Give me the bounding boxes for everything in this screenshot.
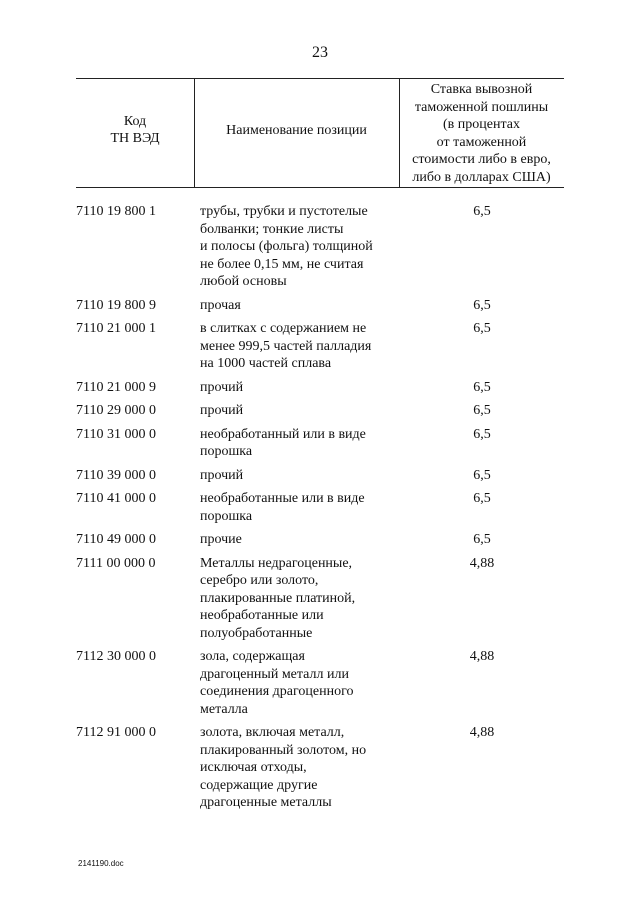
row-code: 7112 30 000 0 [76, 649, 156, 664]
page-number: 23 [312, 44, 328, 61]
row-name: прочий [200, 403, 244, 418]
row-code: 7110 41 000 0 [76, 491, 156, 506]
row-rate: 6,5 [473, 297, 491, 313]
table-row [76, 426, 564, 461]
row-name: необработанный или в виде порошка [200, 426, 366, 459]
row-name: прочая [200, 297, 241, 313]
row-name: Металлы недрагоценные, серебро или золото, плакированные платиной, необработанные или полуобработанные [200, 555, 356, 641]
table-body [76, 203, 564, 818]
row-code: 7110 31 000 0 [76, 426, 156, 442]
table-row [76, 648, 564, 718]
row-name: прочий [200, 379, 244, 395]
row-rate: 6,5 [473, 379, 491, 395]
table-row [76, 555, 564, 643]
row-name: зола, содержащая драгоценный металл или соединения драгоценного металла [200, 649, 354, 717]
header-code: Код ТН ВЭД [110, 114, 160, 146]
file-name: 2141190.doc [78, 859, 124, 868]
row-rate: 6,5 [473, 204, 491, 219]
row-name: золота, включая металл, плакированный золотом, но исключая отходы, содержащие другие драгоценные металлы [200, 725, 367, 810]
table-row [76, 490, 564, 525]
row-code: 7110 19 800 9 [76, 297, 156, 313]
row-rate: 6,5 [473, 491, 491, 506]
row-code: 7110 21 000 1 [76, 321, 156, 336]
row-code: 7112 91 000 0 [76, 725, 156, 740]
row-name: прочие [200, 532, 242, 547]
row-name: трубы, трубки и пустотелые болванки; тонкие листы и полосы (фольга) толщиной не более 0,15 мм, не считая любой основы [200, 204, 373, 289]
row-code: 7110 39 000 0 [76, 467, 156, 483]
table-row [76, 297, 564, 315]
row-name: в слитках с содержанием не менее 999,5 частей палладия на 1000 частей сплава [200, 321, 372, 371]
table-row [76, 203, 564, 291]
row-code: 7110 49 000 0 [76, 532, 156, 547]
table-row [76, 531, 564, 549]
row-rate: 4,88 [469, 725, 495, 740]
row-rate: 4,88 [469, 649, 495, 664]
row-rate: 6,5 [473, 532, 491, 547]
table-row [76, 467, 564, 485]
table-row [76, 379, 564, 397]
row-rate: 6,5 [473, 321, 491, 336]
row-rate: 6,5 [473, 426, 491, 442]
row-code: 7111 00 000 0 [76, 555, 156, 571]
row-code: 7110 21 000 9 [76, 379, 156, 395]
table-row [76, 320, 564, 373]
row-rate: 6,5 [473, 467, 491, 483]
row-code: 7110 19 800 1 [76, 204, 156, 219]
row-code: 7110 29 000 0 [76, 403, 156, 418]
table-row [76, 402, 564, 420]
row-rate: 4,88 [469, 555, 495, 571]
header-rate: Ставка вывозной таможенной пошлины (в процентах от таможенной стоимости либо в евро, либо в долларах США) [412, 82, 551, 185]
table-row [76, 724, 564, 812]
header-name: Наименование позиции [226, 123, 367, 138]
row-name: необработанные или в виде порошка [200, 491, 365, 524]
table-header [76, 78, 564, 188]
row-name: прочий [200, 467, 244, 483]
row-rate: 6,5 [473, 403, 491, 418]
